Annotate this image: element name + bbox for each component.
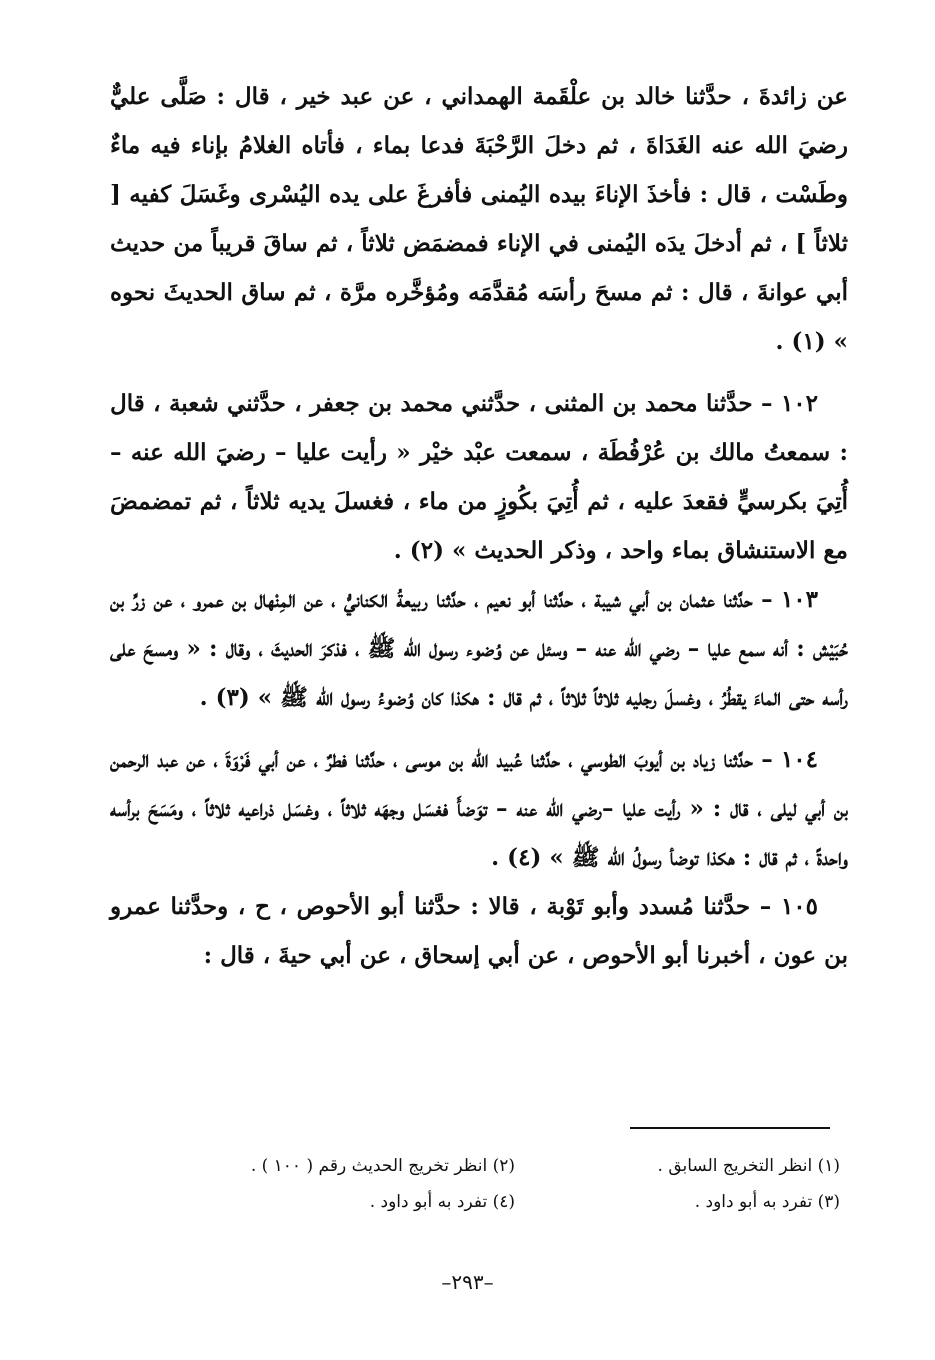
paragraph-hadith-105: ١٠٥ – حدَّثنا مُسدد وأبو تَوْبة ، قالا : حدَّثنا أبو الأحوص ، ح ، وحدَّثنا عمرو بن عون ، أخبرنا أبو الأحوص ، عن أبي إسحاق ، عن أبي حيةَ ، قال : [110, 893, 848, 969]
paragraph-continuation: عن زائدةَ ، حدَّثنا خالد بن علْقَمة الهمداني ، عن عبد خير ، قال : صَلَّى عليٌّ رضيَ الله عنه الغَدَاةَ ، ثم دخلَ الرَّحْبَةَ فدعا بماء ، فأتاه الغلامُ بإناء فيه ماءٌ وطَسْت ، قال : فأخذَ الإناءَ بيده اليُمنى فأفرغَ على يده اليُسْرى وغَسَلَ كفيه [ ثلاثاً ] ، ثم أدخلَ يدَه اليُمنى في الإناء فمضمَض ثلاثاً ، ثم ساقَ قريباً من حديث أبي عوانةَ ، قال : ثم مسحَ رأسَه مُقدَّمَه ومُؤخَّره مرَّة ، ثم ساق الحديثَ نحوه » (١) . [110, 83, 848, 355]
page-number: –٢٩٣– [441, 1270, 494, 1294]
main-text [110, 72, 848, 980]
footnote-row [190, 1184, 840, 1220]
footnote-2: (٢) انظر تخريج الحديث رقم ( ١٠٠ ) . [250, 1156, 515, 1176]
footnote-divider [630, 1127, 830, 1129]
paragraph-hadith-104: ١٠٤ – حدَّثنا زياد بن أيوبَ الطوسي ، حدَّثنا عُبيد الله بن موسى ، حدَّثنا فطرٌ ، عن أبي فَرْوَةَ ، عن عبد الرحمن بن أبي ليلى ، قال : « رأيت عليا –رضي الله عنه – توَضأَ فغسَل وجهَه ثلاثاً ، وغسَل ذراعيه ثلاثاً ، ومَسَحَ برأسه واحدةً ، ثم قال : هكذا توضأ رسولُ الله ﷺ » (٤) . [110, 746, 848, 871]
footnote-4: (٤) تفرد به أبو داود . [369, 1192, 515, 1212]
footnote-1: (١) انظر التخريج السابق . [657, 1156, 840, 1176]
footnote-row [190, 1148, 840, 1184]
paragraph-hadith-103: ١٠٣ – حدَّثنا عثمان بن أبي شيبة ، حدَّثنا أبو نعيم ، حدَّثنا ربيعةُ الكنانيُّ ، عن المِنْهال بن عمرو ، عن زرِّ بن حُبَيْش : أنه سمع عليا – رضي الله عنه – وسئل عن وُضوء رسول الله ﷺ ، فذكرَ الحديثَ ، وقال : « ومسحَ على رأسه حتى الماءَ يقطُرُ ، وغسلَ رجليه ثلاثاً ثلاثاً ، ثم قال : هكذا كان وُضوءُ رسول الله ﷺ » (٣) . [110, 586, 848, 711]
footnote-3: (٣) تفرد به أبو داود . [694, 1192, 840, 1212]
footnotes [190, 1148, 840, 1220]
paragraph-hadith-102: ١٠٢ – حدَّثنا محمد بن المثنى ، حدَّثني محمد بن جعفر ، حدَّثني شعبة ، قال : سمعتُ مالك بن عُرْفُطَة ، سمعت عبْد خيْر « رأيت عليا – رضيَ الله عنه – أُتِيَ بكرسيٍّ فقعدَ عليه ، ثم أُتِيَ بكُوزٍ من ماء ، فغسلَ يديه ثلاثاً ، ثم تمضمضَ مع الاستنشاق بماء واحد ، وذكر الحديث » (٢) . [110, 390, 848, 564]
